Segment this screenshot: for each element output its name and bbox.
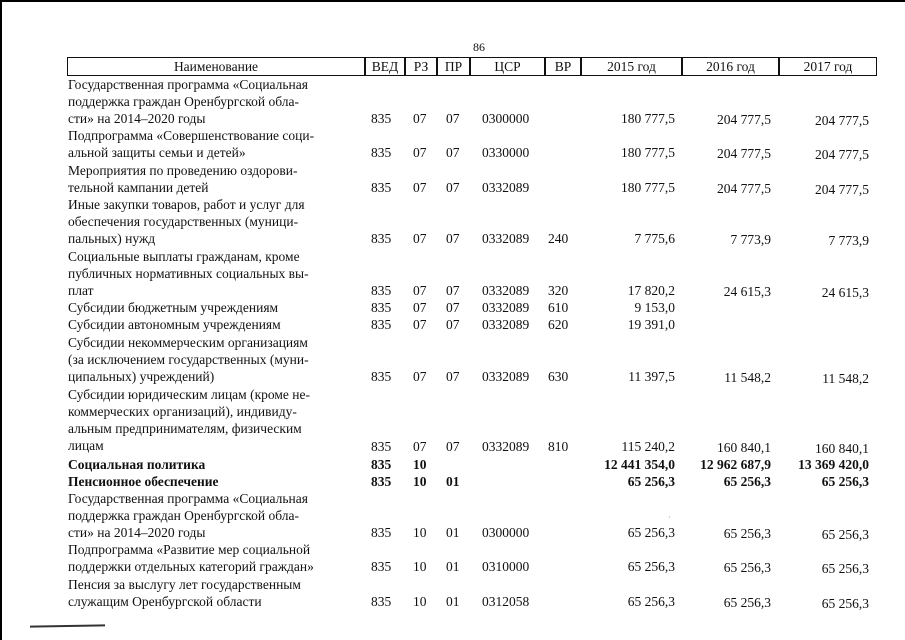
row-rz: 07 [413,317,427,332]
row-csr: 0332089 [482,369,530,384]
row-name: Субсидии автономным учреждениям [68,317,281,332]
row-2016: 65 256,3 [723,474,771,489]
row-rz: 10 [413,559,427,574]
row-pr: 07 [446,369,460,384]
row-csr: 0312058 [482,594,530,609]
row-pr: 07 [446,231,460,246]
row-2015: 17 820,2 [627,283,675,298]
row-pr: 07 [446,111,460,126]
row-pr: 07 [446,439,460,454]
row-ved: 835 [371,317,392,332]
row-2016: 11 548,2 [724,370,771,385]
row-2016: 7 773,9 [730,232,771,247]
page-number: 86 [473,40,485,54]
row-2017: 65 256,3 [821,596,869,611]
row-2017: 204 777,5 [815,182,869,197]
row-csr: 0300000 [482,525,530,540]
row-2015: 19 391,0 [627,317,675,332]
row-csr: 0332089 [482,180,530,195]
row-csr: 0330000 [482,145,530,160]
row-2017: 7 773,9 [828,233,869,248]
row-name: Подпрограмма «Развитие мер социальной поддержки отдельных категорий граждан» [68,542,314,574]
row-rz: 07 [413,283,427,298]
row-2015: 65 256,3 [627,525,675,540]
row-rz: 07 [413,231,427,246]
row-2017: 11 548,2 [822,371,869,386]
header-pr: ПР [437,57,470,76]
row-2016: 204 777,5 [717,181,771,196]
row-vr: 320 [548,283,569,298]
row-ved: 835 [371,180,392,195]
row-name: Мероприятия по проведению оздорови- тельной кампании детей [68,163,298,195]
header-rz: РЗ [405,57,437,76]
row-name: Субсидии юридическим лицам (кроме не- коммерческих организаций), индивиду- альным предпринимателям, физическим лицам [68,387,310,453]
row-csr: 0332089 [482,300,530,315]
row-2015: 180 777,5 [621,180,675,195]
row-pr: 07 [446,283,460,298]
row-vr: 620 [548,317,569,332]
row-2016: 12 962 687,9 [700,457,771,472]
row-name: Подпрограмма «Совершенствование соци- альной защиты семьи и детей» [68,128,315,160]
row-2017: 204 777,5 [815,147,869,162]
row-name: Пенсия за выслугу лет государственным служащим Оренбургской области [68,577,301,609]
header-name: Наименование [67,57,365,76]
row-2016: 204 777,5 [717,112,771,127]
row-ved: 835 [371,559,392,574]
row-2017: 65 256,3 [821,474,869,489]
row-2016: 204 777,5 [717,146,771,161]
row-csr: 0332089 [482,317,530,332]
row-2016: 24 615,3 [723,284,771,299]
row-2015: 12 441 354,0 [604,457,675,472]
row-2015: 9 153,0 [634,300,675,315]
row-name: Иные закупки товаров, работ и услуг для обеспечения государственных (муници- пальных) нужд [68,197,305,246]
row-pr: 07 [446,180,460,195]
scan-artifact-line [30,624,105,627]
row-ved: 835 [371,111,392,126]
header-vr: ВР [545,57,581,76]
row-2015: 11 397,5 [628,369,675,384]
row-name: Государственная программа «Социальная поддержка граждан Оренбургской обла- сти» на 2014–2020 годы [68,491,308,540]
row-rz: 07 [413,145,427,160]
row-2016: 65 256,3 [723,560,771,575]
row-pr: 01 [446,559,460,574]
row-2016: 65 256,3 [723,526,771,541]
row-ved: 835 [371,369,392,384]
row-2017: 65 256,3 [821,561,869,576]
row-pr: 01 [446,474,460,489]
row-2016: 65 256,3 [723,595,771,610]
row-name: Субсидии некоммерческим организациям (за исключением государственных (муни- ципальных) учреждений) [68,335,309,384]
row-vr: 630 [548,369,569,384]
row-2015: 65 256,3 [627,474,675,489]
row-csr: 0332089 [482,283,530,298]
row-pr: 01 [446,525,460,540]
row-2017: 24 615,3 [821,285,869,300]
row-name: Социальная политика [68,457,206,472]
row-rz: 10 [413,594,427,609]
row-2015: 180 777,5 [621,145,675,160]
header-2017: 2017 год [779,57,877,76]
row-ved: 835 [371,231,392,246]
row-2015: 115 240,2 [621,439,675,454]
row-rz: 07 [413,300,427,315]
row-2017: 160 840,1 [815,441,869,456]
row-csr: 0300000 [482,111,530,126]
row-2017: 13 369 420,0 [798,457,869,472]
header-2015: 2015 год [581,57,682,76]
row-ved: 835 [371,525,392,540]
row-ved: 835 [371,474,392,489]
row-pr: 07 [446,145,460,160]
row-rz: 07 [413,439,427,454]
row-vr: 810 [548,439,569,454]
row-name: Субсидии бюджетным учреждениям [68,300,279,315]
row-vr: 610 [548,300,569,315]
row-csr: 0310000 [482,559,530,574]
row-ved: 835 [371,283,392,298]
row-2015: 65 256,3 [627,594,675,609]
row-ved: 835 [371,300,392,315]
row-rz: 07 [413,369,427,384]
row-csr: 0332089 [482,231,530,246]
row-name: Социальные выплаты гражданам, кроме публичных нормативных социальных вы- плат [68,249,309,298]
scan-artifact-dot: · [668,513,671,522]
row-2015: 65 256,3 [627,559,675,574]
header-ved: ВЕД [365,57,405,76]
row-rz: 10 [413,525,427,540]
row-2017: 204 777,5 [815,113,869,128]
row-name: Государственная программа «Социальная поддержка граждан Оренбургской обла- сти» на 2014–2020 годы [68,77,308,126]
row-name: Пенсионное обеспечение [68,474,219,489]
row-rz: 10 [413,457,427,472]
row-pr: 01 [446,594,460,609]
row-ved: 835 [371,594,392,609]
header-2016: 2016 год [682,57,779,76]
row-pr: 07 [446,317,460,332]
row-2015: 7 775,6 [634,231,675,246]
row-rz: 10 [413,474,427,489]
row-ved: 835 [371,457,392,472]
row-vr: 240 [548,231,569,246]
row-2017: 65 256,3 [821,527,869,542]
row-rz: 07 [413,111,427,126]
row-csr: 0332089 [482,439,530,454]
row-ved: 835 [371,439,392,454]
row-ved: 835 [371,145,392,160]
scan-frame-top [0,0,905,2]
scan-frame-left [0,0,2,640]
row-2016: 160 840,1 [717,440,771,455]
header-csr: ЦСР [470,57,545,76]
row-pr: 07 [446,300,460,315]
row-2015: 180 777,5 [621,111,675,126]
row-rz: 07 [413,180,427,195]
